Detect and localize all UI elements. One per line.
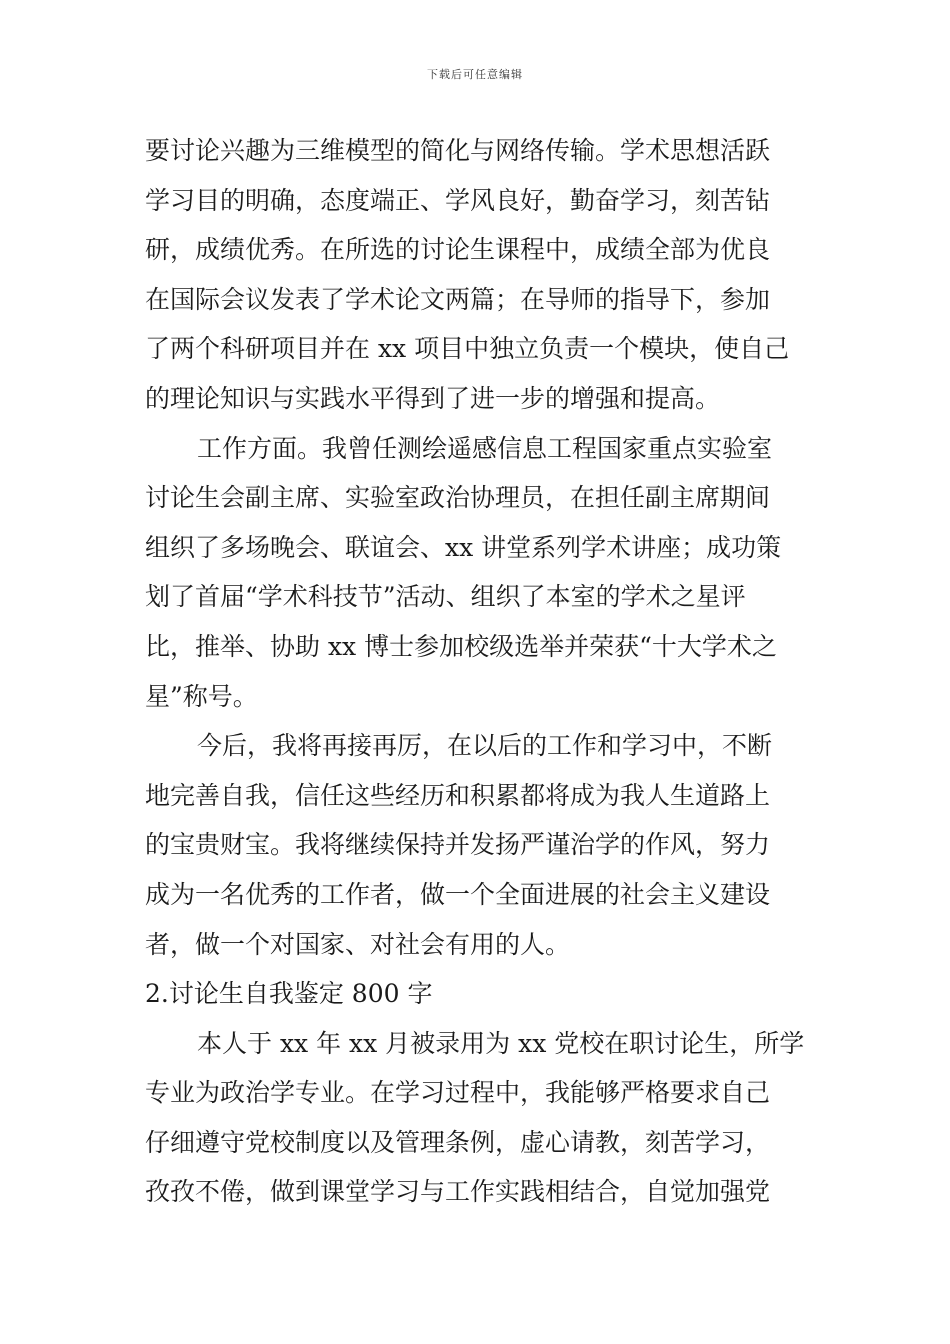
text-line: 孜孜不倦，做到课堂学习与工作实践相结合，自觉加强党 bbox=[145, 1177, 771, 1207]
text-line: 本人于 xx 年 xx 月被录用为 xx 党校在职讨论生，所学 bbox=[197, 1028, 805, 1058]
text-line: 研，成绩优秀。在所选的讨论生课程中，成绩全部为优良 bbox=[145, 235, 771, 265]
text-line: 地完善自我，信任这些经历和积累都将成为我人生道路上 bbox=[145, 780, 771, 810]
text-line: 划了首届“学术科技节”活动、组织了本室的学术之星评 bbox=[145, 582, 746, 612]
text-line: 者，做一个对国家、对社会有用的人。 bbox=[145, 929, 571, 959]
text-line: 专业为政治学专业。在学习过程中，我能够严格要求自己 bbox=[145, 1078, 771, 1108]
text-line: 讨论生会副主席、实验室政治协理员，在担任副主席期间 bbox=[145, 483, 771, 513]
text-line: 2.讨论生自我鉴定 800 字 bbox=[145, 979, 433, 1009]
text-line: 在国际会议发表了学术论文两篇；在导师的指导下，参加 bbox=[145, 284, 771, 314]
document-body bbox=[145, 126, 810, 1217]
text-line: 的理论知识与实践水平得到了进一步的增强和提高。 bbox=[145, 383, 721, 413]
text-line: 要讨论兴趣为三维模型的简化与网络传输。学术思想活跃 bbox=[145, 136, 771, 165]
text-line: 今后，我将再接再厉，在以后的工作和学习中，不断 bbox=[197, 731, 773, 761]
text-line: 的宝贵财宝。我将继续保持并发扬严谨治学的作风，努力 bbox=[145, 830, 771, 860]
text-line: 工作方面。我曾任测绘遥感信息工程国家重点实验室 bbox=[197, 433, 773, 463]
text-line: 了两个科研项目并在 xx 项目中独立负责一个模块，使自己 bbox=[145, 334, 790, 364]
page-header: 下载后可任意编辑 bbox=[427, 68, 523, 81]
text-line: 组织了多场晚会、联谊会、xx 讲堂系列学术讲座；成功策 bbox=[145, 532, 782, 562]
text-line: 学习目的明确，态度端正、学风良好，勤奋学习，刻苦钻 bbox=[145, 185, 771, 215]
text-line: 比，推举、协助 xx 博士参加校级选举并荣获“十大学术之 bbox=[145, 631, 777, 661]
text-line: 星”称号。 bbox=[145, 681, 258, 711]
text-line: 仔细遵守党校制度以及管理条例，虚心请教，刻苦学习， bbox=[145, 1127, 771, 1157]
text-line: 成为一名优秀的工作者，做一个全面进展的社会主义建设 bbox=[145, 879, 771, 909]
